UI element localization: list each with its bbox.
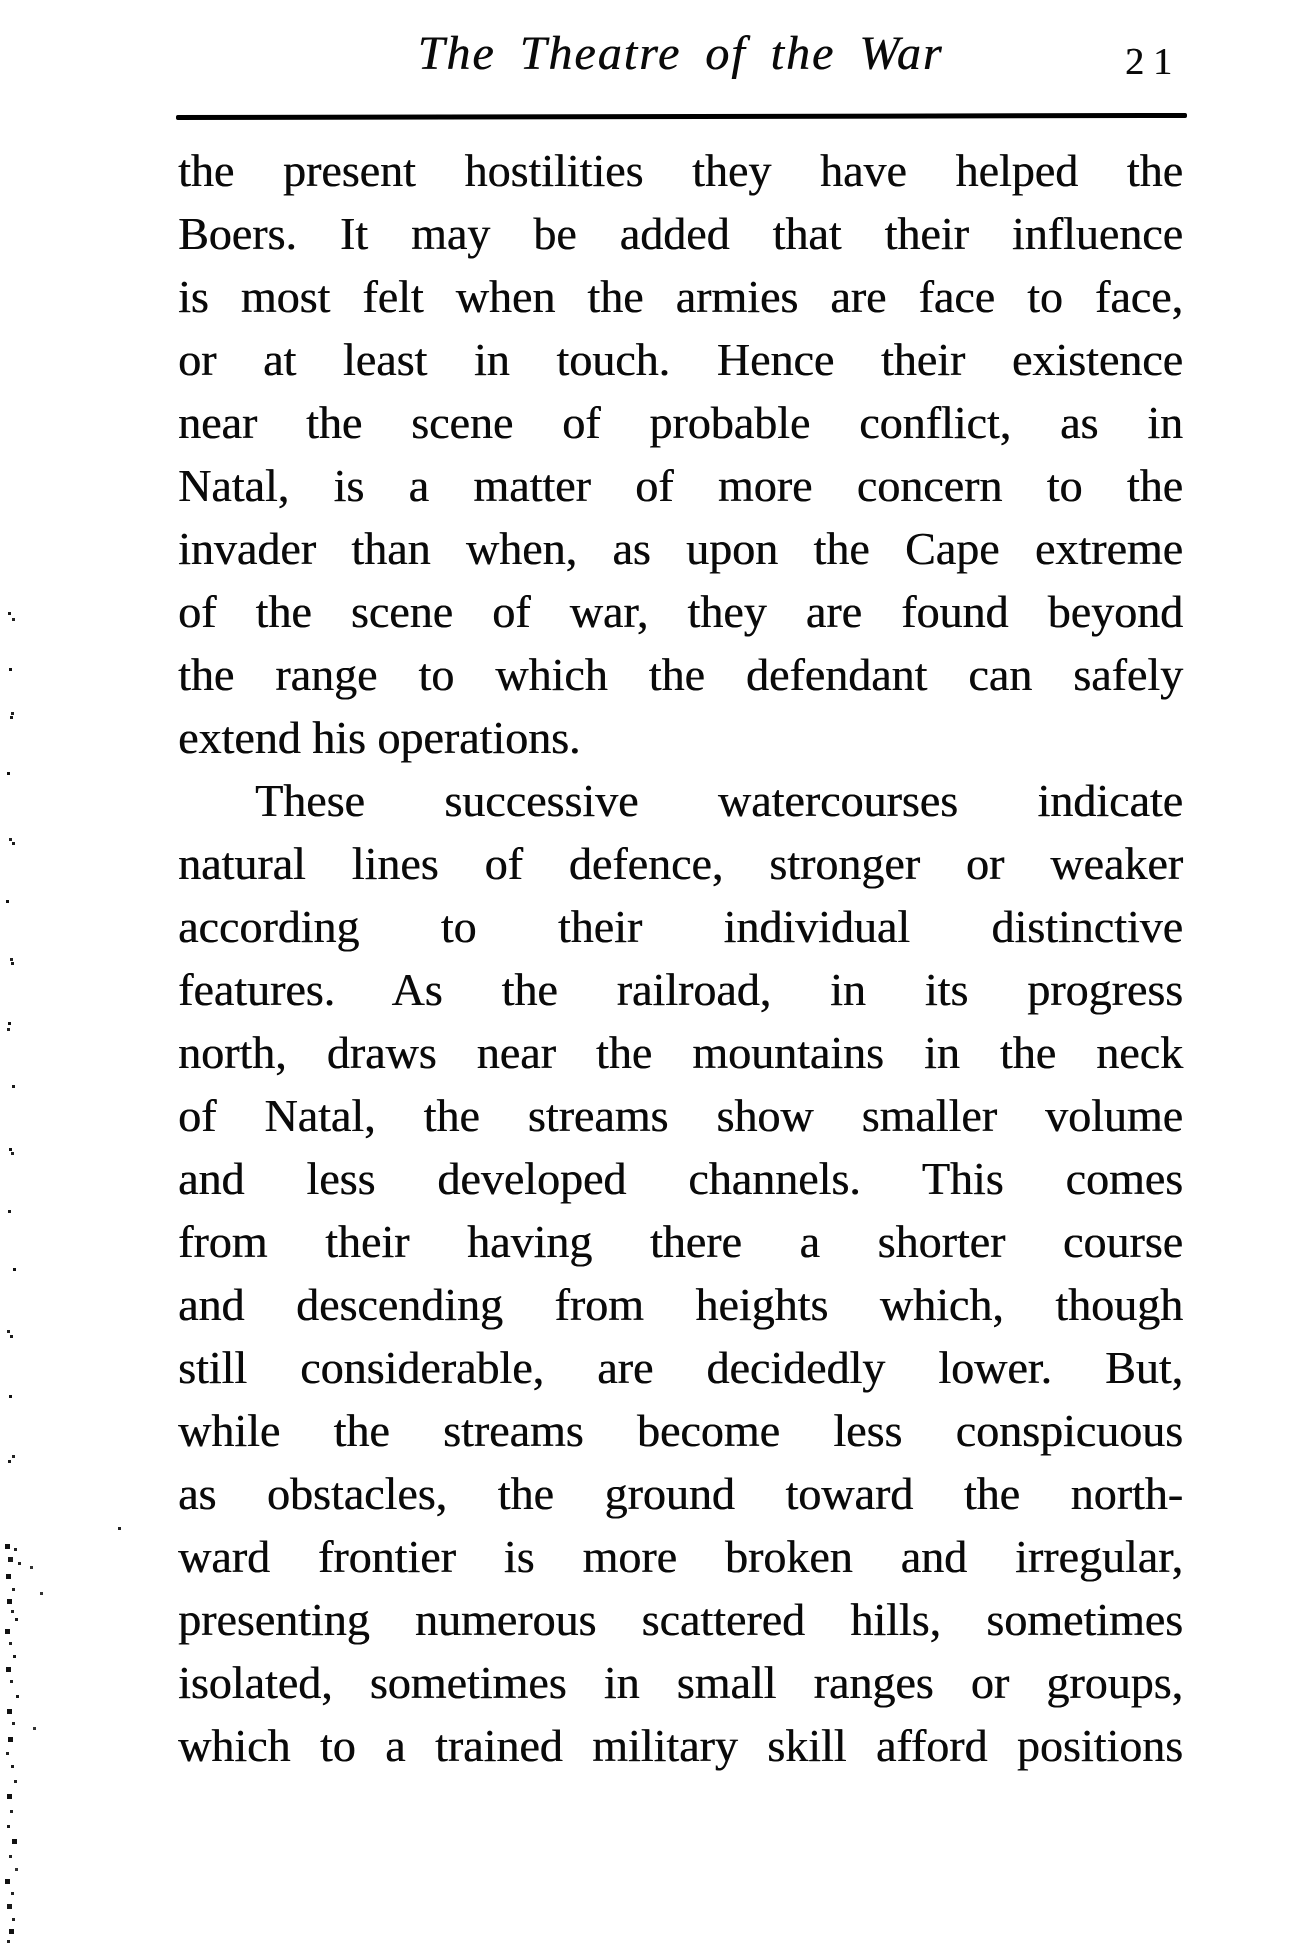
text-line: isolated, sometimes in small ranges or groups, <box>178 1657 1183 1708</box>
text-line: and descending from heights which, though <box>178 1279 1183 1330</box>
text-line: and less developed channels. This comes <box>178 1153 1183 1204</box>
text-line: ward frontier is more broken and irregular, <box>178 1531 1183 1582</box>
text-line: of Natal, the streams show smaller volume <box>178 1090 1183 1141</box>
text-line: features. As the railroad, in its progress <box>178 964 1183 1015</box>
text-line: the range to which the defendant can safely <box>178 649 1183 700</box>
header-rule <box>176 113 1187 120</box>
text-line: These successive watercourses indicate <box>255 775 1183 826</box>
text-line: still considerable, are decidedly lower. But, <box>178 1342 1183 1393</box>
text-line: invader than when, as upon the Cape extreme <box>178 523 1183 574</box>
page-header <box>178 0 1183 110</box>
page-body <box>178 139 1183 1777</box>
text-line: extend his operations. <box>178 712 581 763</box>
text-line: or at least in touch. Hence their existence <box>178 334 1183 385</box>
text-line: as obstacles, the ground toward the north- <box>178 1468 1183 1519</box>
text-line: while the streams become less conspicuous <box>178 1405 1183 1456</box>
text-line: Natal, is a matter of more concern to the <box>178 460 1183 511</box>
text-line: from their having there a shorter course <box>178 1216 1183 1267</box>
text-line: the present hostilities they have helped the <box>178 145 1183 196</box>
text-line: natural lines of defence, stronger or weaker <box>178 838 1183 889</box>
text-line: Boers. It may be added that their influence <box>178 208 1183 259</box>
running-title: The Theatre of the War <box>417 27 944 80</box>
text-line: according to their individual distinctive <box>178 901 1183 952</box>
scan-noise-speckles <box>0 0 3 3</box>
text-line: north, draws near the mountains in the neck <box>178 1027 1183 1078</box>
text-line: which to a trained military skill afford positions <box>178 1720 1183 1771</box>
text-line: of the scene of war, they are found beyond <box>178 586 1183 637</box>
text-line: near the scene of probable conflict, as in <box>178 397 1183 448</box>
text-line: is most felt when the armies are face to face, <box>178 271 1183 322</box>
text-line: presenting numerous scattered hills, sometimes <box>178 1594 1183 1645</box>
page-number: 21 <box>1125 41 1181 83</box>
